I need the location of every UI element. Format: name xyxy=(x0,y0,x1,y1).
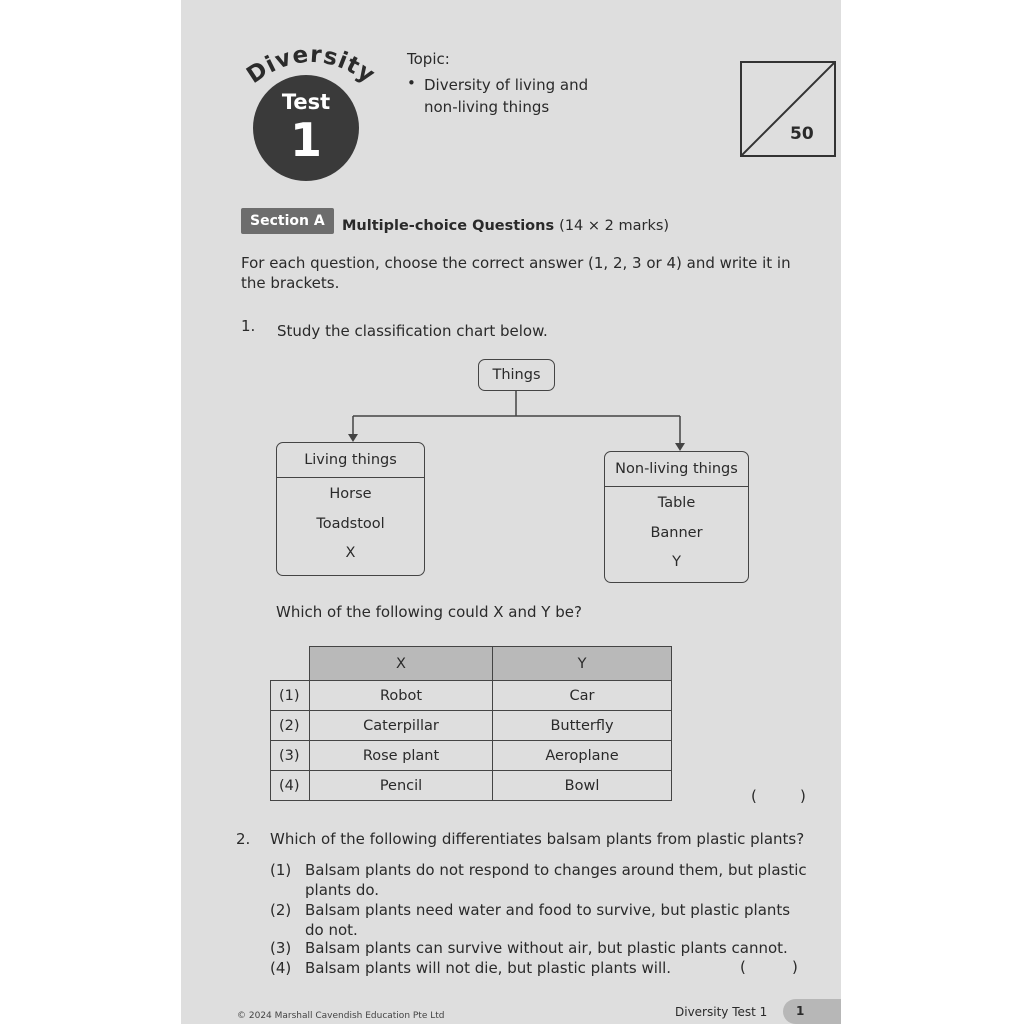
score-diagonal xyxy=(742,63,834,155)
question-1-number: 1. xyxy=(241,317,256,335)
question-2-option-line: do not. xyxy=(305,921,358,939)
question-2-option-number: (2) xyxy=(270,901,292,919)
question-2-option-line: Balsam plants need water and food to survive, but plastic plants xyxy=(305,901,791,919)
question-1-options-table xyxy=(270,646,672,801)
question-1-prompt: Study the classification chart below. xyxy=(277,322,548,340)
svg-text:Diversity: Diversity xyxy=(242,41,380,89)
question-2-option: Balsam plants will not die, but plastic plants will. xyxy=(305,959,672,977)
score-box xyxy=(740,61,836,157)
question-2-option: Balsam plants can survive without air, but plastic plants cannot. xyxy=(305,939,788,957)
score-total: 50 xyxy=(790,124,814,144)
table-option-label: (4) xyxy=(271,771,310,801)
chart-living-heading: Living things xyxy=(277,443,424,478)
instructions xyxy=(241,253,816,293)
question-2-option xyxy=(305,860,815,900)
footer-page-number: 1 xyxy=(796,1004,805,1018)
table-row xyxy=(271,771,672,801)
logo-test-number: 1 xyxy=(289,113,322,167)
topic-line-1: Diversity of living and xyxy=(424,76,589,94)
table-option-label: (2) xyxy=(271,711,310,741)
question-2-option-line: Balsam plants do not respond to changes around them, but plastic xyxy=(305,861,807,879)
table-header-row xyxy=(271,647,672,681)
table-row xyxy=(271,681,672,711)
table-cell-y: Aeroplane xyxy=(493,741,672,771)
chart-non-living-item: Banner xyxy=(650,524,703,541)
table-option-label: (1) xyxy=(271,681,310,711)
footer-title: Diversity Test 1 xyxy=(675,1005,768,1019)
topic-bullet: • xyxy=(407,74,416,92)
section-marks: (14 × 2 marks) xyxy=(559,218,670,234)
topic-label: Topic: xyxy=(407,50,450,68)
question-1-answer-bracket-open[interactable]: ( xyxy=(751,787,757,805)
chart-non-living-things-box xyxy=(604,451,749,583)
section-title-text: Multiple-choice Questions xyxy=(342,218,555,234)
table-cell-x: Caterpillar xyxy=(310,711,493,741)
question-2-option xyxy=(305,900,815,940)
question-2-option-line: plants do. xyxy=(305,881,380,899)
table-cell-y: Bowl xyxy=(493,771,672,801)
chart-living-things-box xyxy=(276,442,425,576)
table-cell-x: Robot xyxy=(310,681,493,711)
table-header-y: Y xyxy=(493,647,672,681)
question-2-option-number: (3) xyxy=(270,939,292,957)
topic-line-2: non-living things xyxy=(424,98,550,116)
table-row xyxy=(271,711,672,741)
chart-living-item: Horse xyxy=(329,486,372,502)
question-2-prompt: Which of the following differentiates balsam plants from plastic plants? xyxy=(270,830,805,848)
instructions-line-1: For each question, choose the correct answer (1, 2, 3 or 4) and write it in xyxy=(241,254,791,272)
table-option-label: (3) xyxy=(271,741,310,771)
footer-copyright: © 2024 Marshall Cavendish Education Pte Ltd xyxy=(237,1011,445,1021)
chart-non-living-item: Table xyxy=(657,495,696,511)
instructions-line-2: the brackets. xyxy=(241,274,340,292)
table-blank-corner xyxy=(271,647,310,681)
table-cell-x: Rose plant xyxy=(310,741,493,771)
table-row xyxy=(271,741,672,771)
logo-test-label: Test xyxy=(281,90,331,114)
table-cell-y: Butterfly xyxy=(493,711,672,741)
question-1-subquestion: Which of the following could X and Y be? xyxy=(276,603,582,621)
table-cell-y: Car xyxy=(493,681,672,711)
question-2-number: 2. xyxy=(236,830,251,848)
chart-non-living-item: Y xyxy=(672,554,681,570)
topic-text xyxy=(424,74,644,118)
chart-root-things: Things xyxy=(478,359,555,391)
table-cell-x: Pencil xyxy=(310,771,493,801)
chart-non-living-heading: Non-living things xyxy=(605,452,748,487)
question-2-option-number: (1) xyxy=(270,861,292,879)
question-2-answer-bracket-open[interactable]: ( xyxy=(740,958,746,976)
footer-page-tab xyxy=(783,999,841,1024)
table-header-x: X xyxy=(310,647,493,681)
question-2-option-number: (4) xyxy=(270,959,292,977)
section-badge: Section A xyxy=(241,208,334,234)
question-1-answer-bracket-close[interactable]: ) xyxy=(800,787,806,805)
chart-living-item: X xyxy=(345,545,356,561)
section-title xyxy=(342,218,669,234)
question-2-answer-bracket-close[interactable]: ) xyxy=(792,958,798,976)
chart-living-item: Toadstool xyxy=(316,515,385,532)
